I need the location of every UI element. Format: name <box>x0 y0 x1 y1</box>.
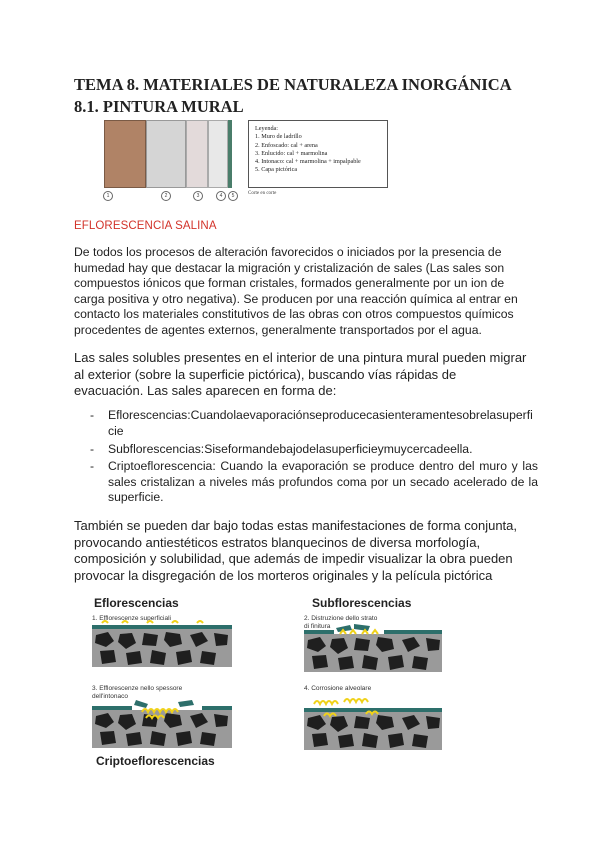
enlucido-layer <box>186 120 208 188</box>
layer-number: 3 <box>193 191 203 201</box>
legend-item: 3. Enlucido: cal + marmolina <box>255 149 328 157</box>
layer-number: 4 <box>216 191 226 201</box>
figure-title-eflorescencias: Eflorescencias <box>94 596 179 610</box>
wall-section-diagram <box>104 120 240 200</box>
brick-layer <box>104 120 146 188</box>
list-item <box>90 408 540 440</box>
diagram-legend <box>248 120 388 188</box>
paint-layer <box>228 120 232 188</box>
panel-caption: 3. Efflorescenze nello spessore dell'intonaco <box>92 685 183 700</box>
list-item-text: Subflorescencias:Siseformandebajodelasuperficieymuycercadeella. <box>108 442 473 456</box>
panel-caption: 4. Corrosione alveolare <box>304 685 372 692</box>
bullet-dash: - <box>90 442 95 456</box>
legend-item: 4. Intonaco: cal + marmolina + impalpable <box>255 158 361 166</box>
intonaco-layer <box>208 120 228 188</box>
page-subtitle: 8.1. PINTURA MURAL <box>74 97 244 116</box>
bullet-dash: - <box>90 408 95 422</box>
panel-caption: 1. Efflorescenze superficiali <box>92 615 172 622</box>
figure-title-subflorescencias: Subflorescencias <box>312 596 412 610</box>
bullet-dash: - <box>90 459 95 473</box>
layer-number: 5 <box>228 191 238 201</box>
layer-number: 2 <box>161 191 171 201</box>
paragraph-2: Las sales solubles presentes en el interior de una pintura mural pueden migrar al exterior (sobre la superficie pictórica), buscando vías rápidas de evacuación. Las sales aparecen en forma de: <box>74 350 527 398</box>
section-heading: EFLORESCENCIA SALINA <box>74 220 217 232</box>
list-item-text: Eflorescencias:Cuandolaevaporaciónseproducecasienteramentesobrelasuperficie <box>108 408 533 438</box>
layer-number: 1 <box>103 191 113 201</box>
panel-caption: 2. Distruzione dello strato di finitura <box>304 615 378 630</box>
efflorescence-panels <box>72 592 442 772</box>
enfoscado-layer <box>146 120 186 188</box>
legend-item: 1. Muro de ladrillo <box>255 133 302 141</box>
salt-efflorescence-figure <box>72 592 442 772</box>
paragraph-1: De todos los procesos de alteración favorecidos o iniciados por la presencia de humedad hay que destacar la migración y cristalización de sales (Las sales son compuestos iónicos que forman cristales, formados generalmente por un ion de carga positiva y otro negativa). Se producen por una reacción química al entrar en contacto los materiales constitutivos de las obras con otros compuestos químicos procedentes de agentes externos, generalmente transportados por el agua. <box>74 245 518 337</box>
list-item-text: Criptoeflorescencia: Cuando la evaporación se produce dentro del muro y las sales cristalizan a niveles más profundos coma por un secado acelerado de la superficie. <box>108 459 538 504</box>
legend-item: 5. Capa pictórica <box>255 166 298 174</box>
diagram-caption: Corte en corte <box>248 191 277 196</box>
legend-item: 2. Enfoscado: cal + arena <box>255 141 318 149</box>
list-item <box>90 459 540 507</box>
figure-title-criptoeflorescencias: Criptoeflorescencias <box>96 754 215 768</box>
page-title: TEMA 8. MATERIALES DE NATURALEZA INORGÁNICA <box>74 75 512 94</box>
paragraph-3: También se pueden dar bajo todas estas manifestaciones de forma conjunta, provocando antiestéticos estratos blanquecinos de diversa morfología, composición y solubilidad, que además de impedir visualizar la obra pueden provocar la disgregación de los morteros originales y la película pictórica <box>74 518 517 583</box>
legend-title: Leyenda: <box>255 125 279 132</box>
list-item <box>90 442 540 458</box>
